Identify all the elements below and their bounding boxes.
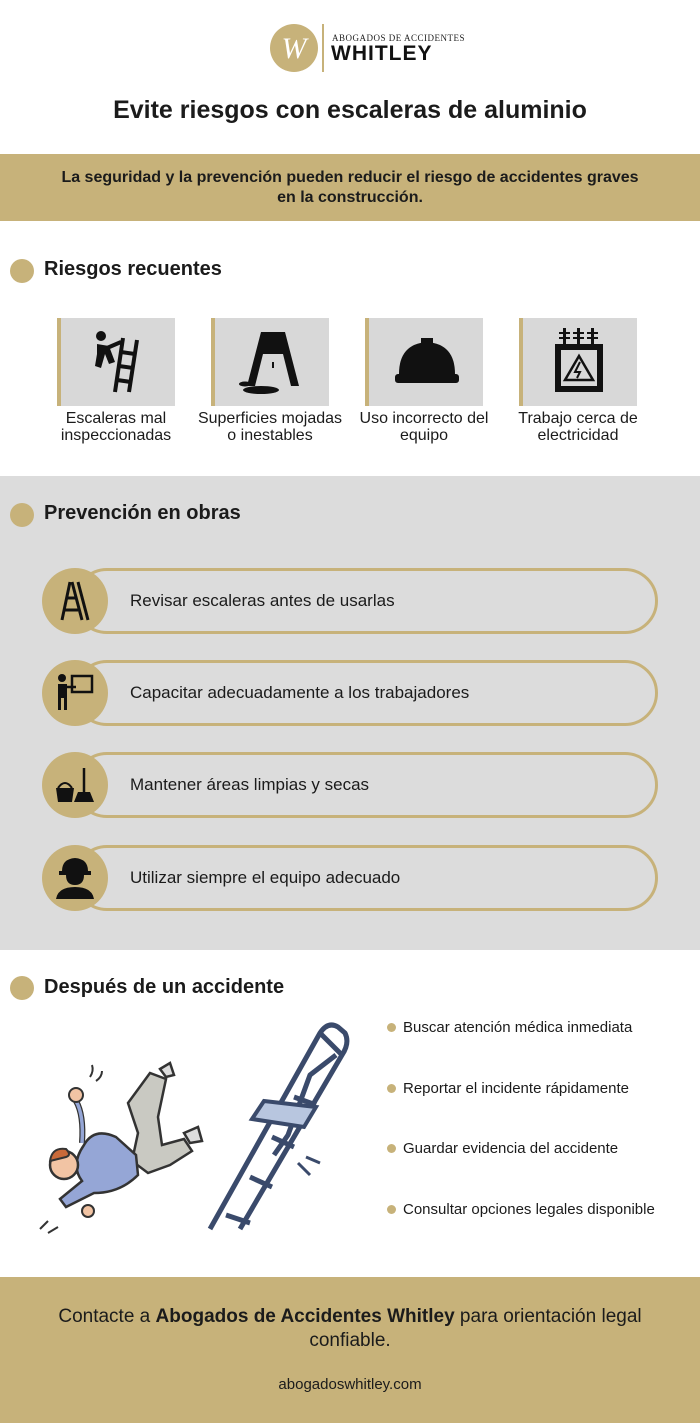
prevention-icon-circle [42,568,108,634]
footer-firm-name: Abogados de Accidentes Whitley [155,1306,455,1327]
intro-banner-text: La seguridad y la prevención pueden reducir el riesgo de accidentes graves en la construcción. [61,169,639,206]
footer-website-link[interactable]: abogadoswhitley.com [278,1376,422,1393]
prevention-item-label: Revisar escaleras antes de usarlas [130,591,395,610]
risk-label: Trabajo cerca de electricidad [518,410,638,444]
risk-card [57,318,175,406]
section-bullet [10,259,34,283]
after-item: Guardar evidencia del accidente [403,1140,619,1157]
logo-name: WHITLEY [331,42,433,65]
worker-helmet-icon [42,845,108,911]
logo-monogram [270,24,318,72]
page-title: Evite riesgos con escaleras de aluminio [113,96,587,124]
risks-heading: Riesgos recuentes [44,258,222,280]
after-heading: Después de un accidente [44,976,285,998]
trainer-board-icon [42,660,108,726]
risk-card [211,318,329,406]
person-falling-ladder-icon [57,318,175,406]
logo-subtitle: ABOGADOS DE ACCIDENTES [332,33,466,43]
after-item: Reportar el incidente rápidamente [403,1080,629,1097]
logo-divider [322,24,324,72]
ladder-icon [42,568,108,634]
section-bullet [10,976,34,1000]
logo-monogram-letter: W [281,32,307,65]
wet-floor-sign-icon [211,318,329,406]
footer-prefix: Contacte a [58,1306,156,1327]
risk-label: Uso incorrecto del equipo [359,410,489,444]
section-bullet [10,503,34,527]
prevention-item-label: Utilizar siempre el equipo adecuado [130,868,401,887]
prevention-icon-circle [42,660,108,726]
prevention-item-label: Mantener áreas limpias y secas [130,775,370,794]
prevention-icon-circle [42,845,108,911]
after-item: Consultar opciones legales disponible [403,1201,655,1218]
risk-card [365,318,483,406]
hard-hat-icon [365,318,483,406]
risk-label: Escaleras mal inspeccionadas [60,410,172,444]
bucket-broom-icon [42,752,108,818]
footer-message [40,1305,660,1353]
prevention-item-label: Capacitar adecuadamente a los trabajadores [130,683,470,702]
electric-transformer-icon [519,318,637,406]
risk-label: Superficies mojadas o inestables [197,410,343,444]
prevention-icon-circle [42,752,108,818]
bullet-dot [387,1084,396,1093]
bullet-dot [387,1205,396,1214]
bullet-dot [387,1023,396,1032]
bullet-dot [387,1144,396,1153]
prevention-heading: Prevención en obras [44,502,241,524]
man-falling-from-ladder-illustration [20,1015,370,1245]
after-item: Buscar atención médica inmediata [403,1019,633,1036]
risk-card [519,318,637,406]
footer-suffix: para orientación legal confiable. [309,1306,642,1351]
